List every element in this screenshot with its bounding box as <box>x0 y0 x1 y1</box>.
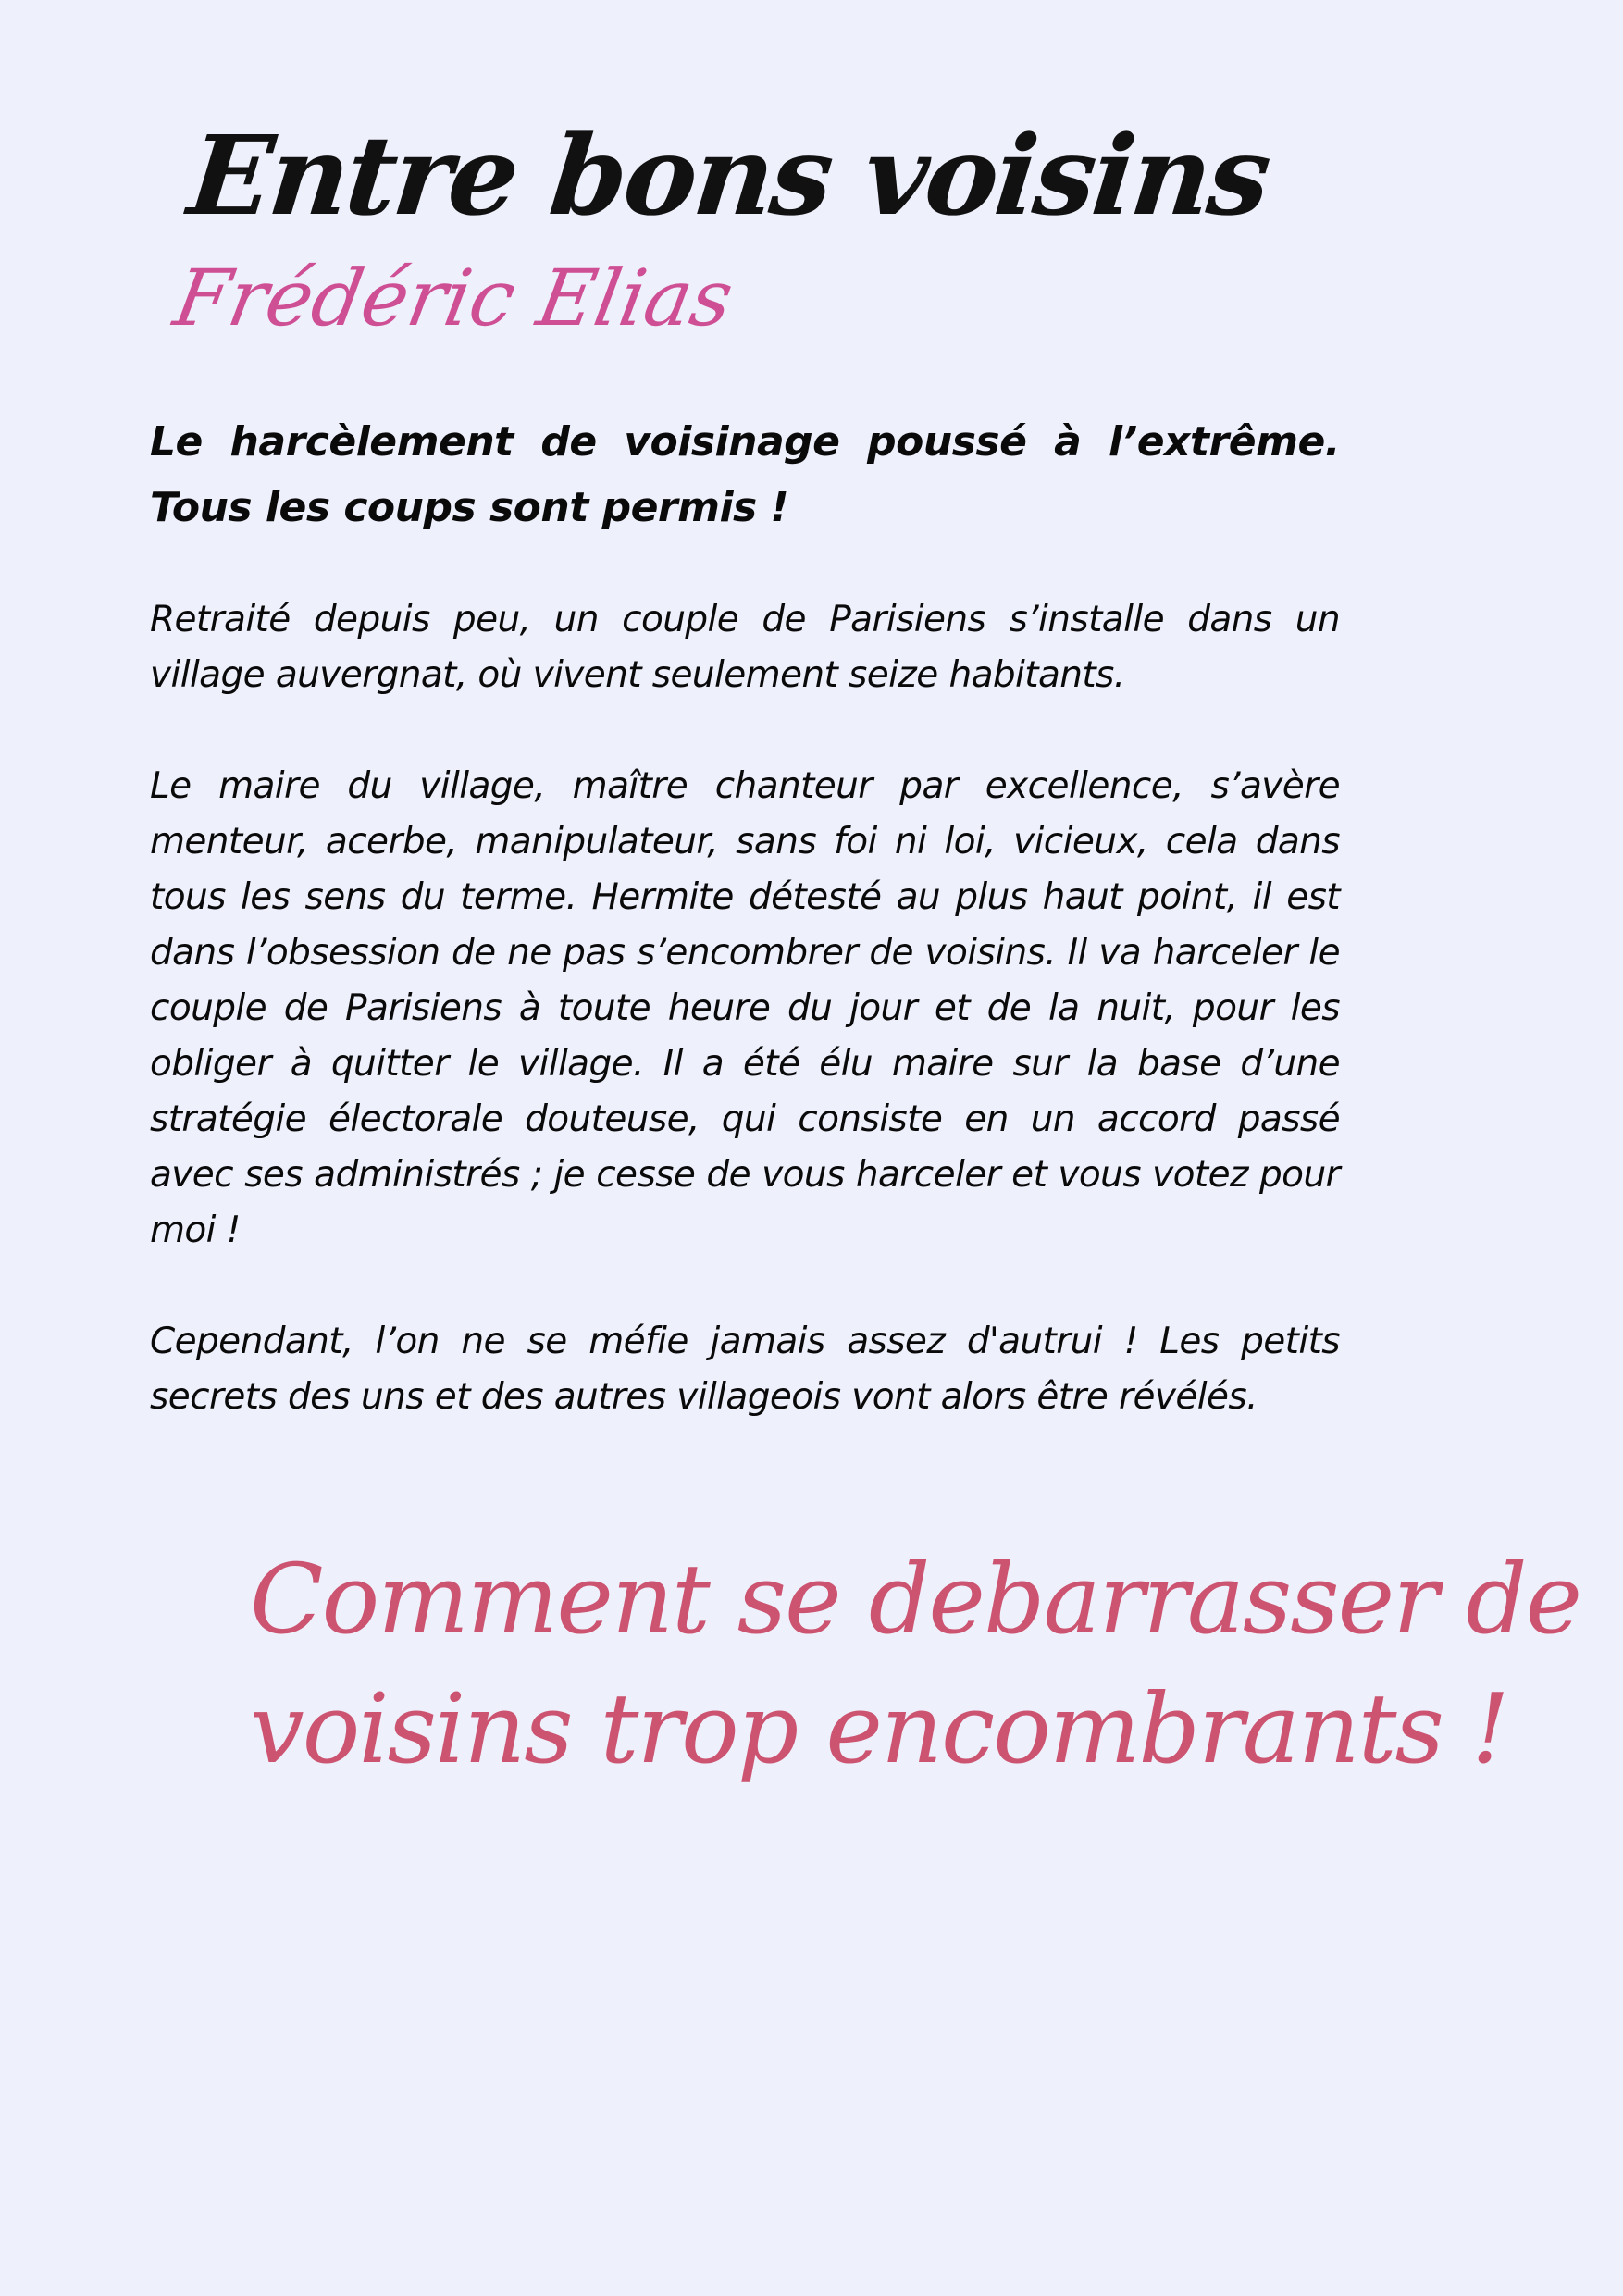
slogan-line-2: voisins trop encombrants ! <box>250 1672 1508 1785</box>
slogan-line-1: Comment se debarrasser de <box>250 1543 1581 1656</box>
blurb-paragraph-3: Cependant, l’on ne se méfie jamais assez d'autrui ! Les petits secrets des uns et des autres villageois vont alors être révélés. <box>150 1321 1340 1418</box>
blurb-paragraph-2: Le maire du village, maître chanteur par excellence, s’avère menteur, acerbe, manipulateur, sans foi ni loi, vicieux, cela dans tous les sens du terme. Hermite détesté au plus haut point, il est dans l’obsession de ne pas s’encombrer de voisins. Il va harceler le couple de Parisiens à toute heure du jour et de la nuit, pour les obliger à quitter le village. Il a été élu maire sur la base d’une stratégie électorale douteuse, qui consiste en un accord passé avec ses administrés ; je cesse de vous harceler et vous votez pour moi ! <box>150 765 1340 1251</box>
tagline: Le harcèlement de voisinage poussé à l’extrême. Tous les coups sont permis ! <box>150 418 1340 531</box>
author-name: Frédéric Elias <box>167 253 740 343</box>
book-title: Entre bons voisins <box>182 111 1275 240</box>
blurb-paragraph-1: Retraité depuis peu, un couple de Parisiens s’installe dans un village auvergnat, où vivent seulement seize habitants. <box>150 599 1340 696</box>
